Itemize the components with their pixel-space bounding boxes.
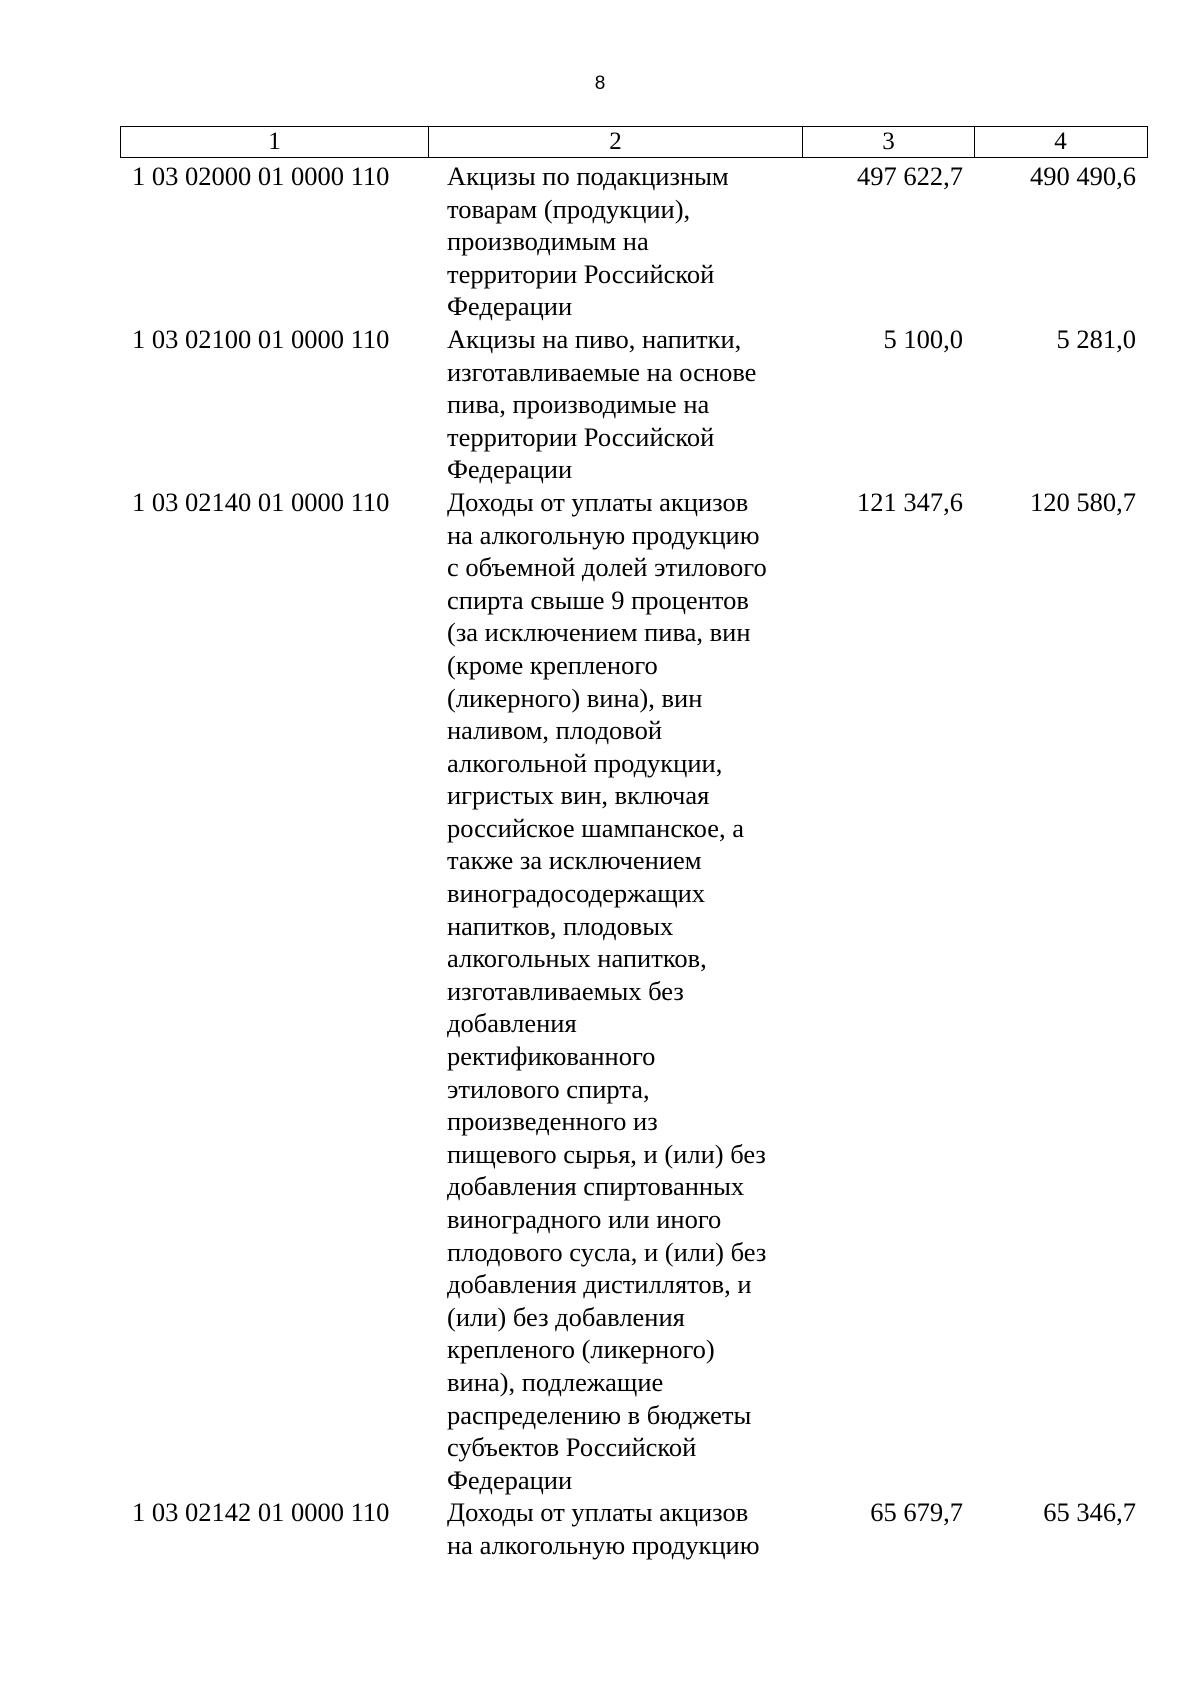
revenue-name-line: добавления спиртованных <box>447 1171 745 1202</box>
revenue-name-line: виноградного или иного <box>447 1204 722 1234</box>
revenue-name-line: территории Российской <box>447 258 715 289</box>
revenue-name-line: алкогольной продукции, <box>447 747 723 778</box>
revenue-name-line: товарам (продукции), <box>447 193 691 224</box>
revenue-name-cell <box>428 323 802 486</box>
revenue-name-line: (кроме крепленого <box>447 649 658 680</box>
table-body <box>120 160 1148 1562</box>
budget-code-cell: 1 03 02140 01 0000 110 <box>132 486 390 517</box>
revenue-name-line: на алкогольную продукцию <box>447 1529 760 1560</box>
table-header <box>120 126 1148 158</box>
revenue-name-line: (или) без добавления <box>447 1301 685 1332</box>
revenue-name-line: Акцизы на пиво, напитки, <box>447 323 742 354</box>
revenue-name-line: российское шампанское, а <box>447 812 744 843</box>
revenue-name-line: вина), подлежащие <box>447 1366 664 1397</box>
amount-column-4-cell: 120 580,7 <box>1030 486 1136 517</box>
revenue-name-line: территории Российской <box>447 421 715 452</box>
amount-column-4-cell: 5 281,0 <box>1056 323 1136 354</box>
budget-code-cell: 1 03 02000 01 0000 110 <box>132 161 390 191</box>
table-row <box>120 486 1148 1496</box>
amount-column-3-cell: 121 347,6 <box>857 486 963 517</box>
revenue-name-line: алкогольных напитков, <box>447 943 707 974</box>
revenue-name-line: напитков, плодовых <box>447 910 674 941</box>
revenue-name-line: производимым на <box>447 226 649 257</box>
revenue-name-cell <box>428 486 802 1496</box>
revenue-name-line: изготавливаемые на основе <box>447 356 757 387</box>
revenue-name-line: Акцизы по подакцизным <box>447 161 729 191</box>
revenue-name-line: добавления дистиллятов, и <box>447 1269 752 1300</box>
revenue-name-line: (за исключением пива, вин <box>447 617 751 648</box>
revenue-name-line: спирта свыше 9 процентов <box>447 584 749 615</box>
revenue-name-line: Доходы от уплаты акцизов <box>447 486 749 517</box>
revenue-name-line: Федерации <box>447 291 573 322</box>
revenue-name-line: произведенного из <box>447 1106 658 1137</box>
column-header-4: 4 <box>1054 128 1067 155</box>
revenue-name-line: субъектов Российской <box>447 1432 697 1463</box>
table-row <box>120 1496 1148 1561</box>
revenue-name-line: с объемной долей этилового <box>447 552 767 583</box>
revenue-name-line: (ликерного) вина), вин <box>447 682 703 713</box>
revenue-name-line: игристых вин, включая <box>447 780 710 811</box>
revenue-name-line: пищевого сырья, и (или) без <box>447 1138 766 1169</box>
revenue-name-line: Федерации <box>447 1464 573 1495</box>
revenue-name-line: добавления <box>447 1008 577 1039</box>
column-header-2: 2 <box>429 127 803 157</box>
budget-code-cell: 1 03 02142 01 0000 110 <box>132 1497 390 1528</box>
revenue-name-line: плодового сусла, и (или) без <box>447 1236 767 1267</box>
amount-column-3-cell: 65 679,7 <box>870 1497 963 1528</box>
budget-code-cell: 1 03 02100 01 0000 110 <box>132 323 390 354</box>
revenue-name-cell <box>428 160 802 323</box>
amount-column-3-cell: 5 100,0 <box>883 323 963 354</box>
revenue-name-line: распределению в бюджеты <box>447 1399 752 1430</box>
revenue-name-line: наливом, плодовой <box>447 715 663 746</box>
revenue-name-line: крепленого (ликерного) <box>447 1334 715 1365</box>
amount-column-3-cell: 497 622,7 <box>857 161 963 191</box>
revenue-name-line: виноградосодержащих <box>447 878 706 909</box>
revenue-name-cell <box>428 1496 802 1561</box>
column-header-1: 1 <box>121 127 429 157</box>
revenue-name-line: изготавливаемых без <box>447 975 684 1006</box>
page-number: 8 <box>594 73 606 94</box>
column-header-3: 3 <box>803 127 975 157</box>
table-row <box>120 160 1148 323</box>
amount-column-4-cell: 490 490,6 <box>1030 161 1136 191</box>
revenue-name-line: этилового спирта, <box>447 1073 650 1104</box>
revenue-name-line: Доходы от уплаты акцизов <box>447 1497 749 1528</box>
table-row <box>120 323 1148 486</box>
revenue-name-line: пива, производимые на <box>447 389 710 420</box>
revenue-name-line: ректификованного <box>447 1041 656 1072</box>
revenue-name-line: также за исключением <box>447 845 702 876</box>
revenue-name-line: на алкогольную продукцию <box>447 519 760 550</box>
revenue-name-line: Федерации <box>447 454 573 485</box>
amount-column-4-cell: 65 346,7 <box>1043 1497 1136 1528</box>
